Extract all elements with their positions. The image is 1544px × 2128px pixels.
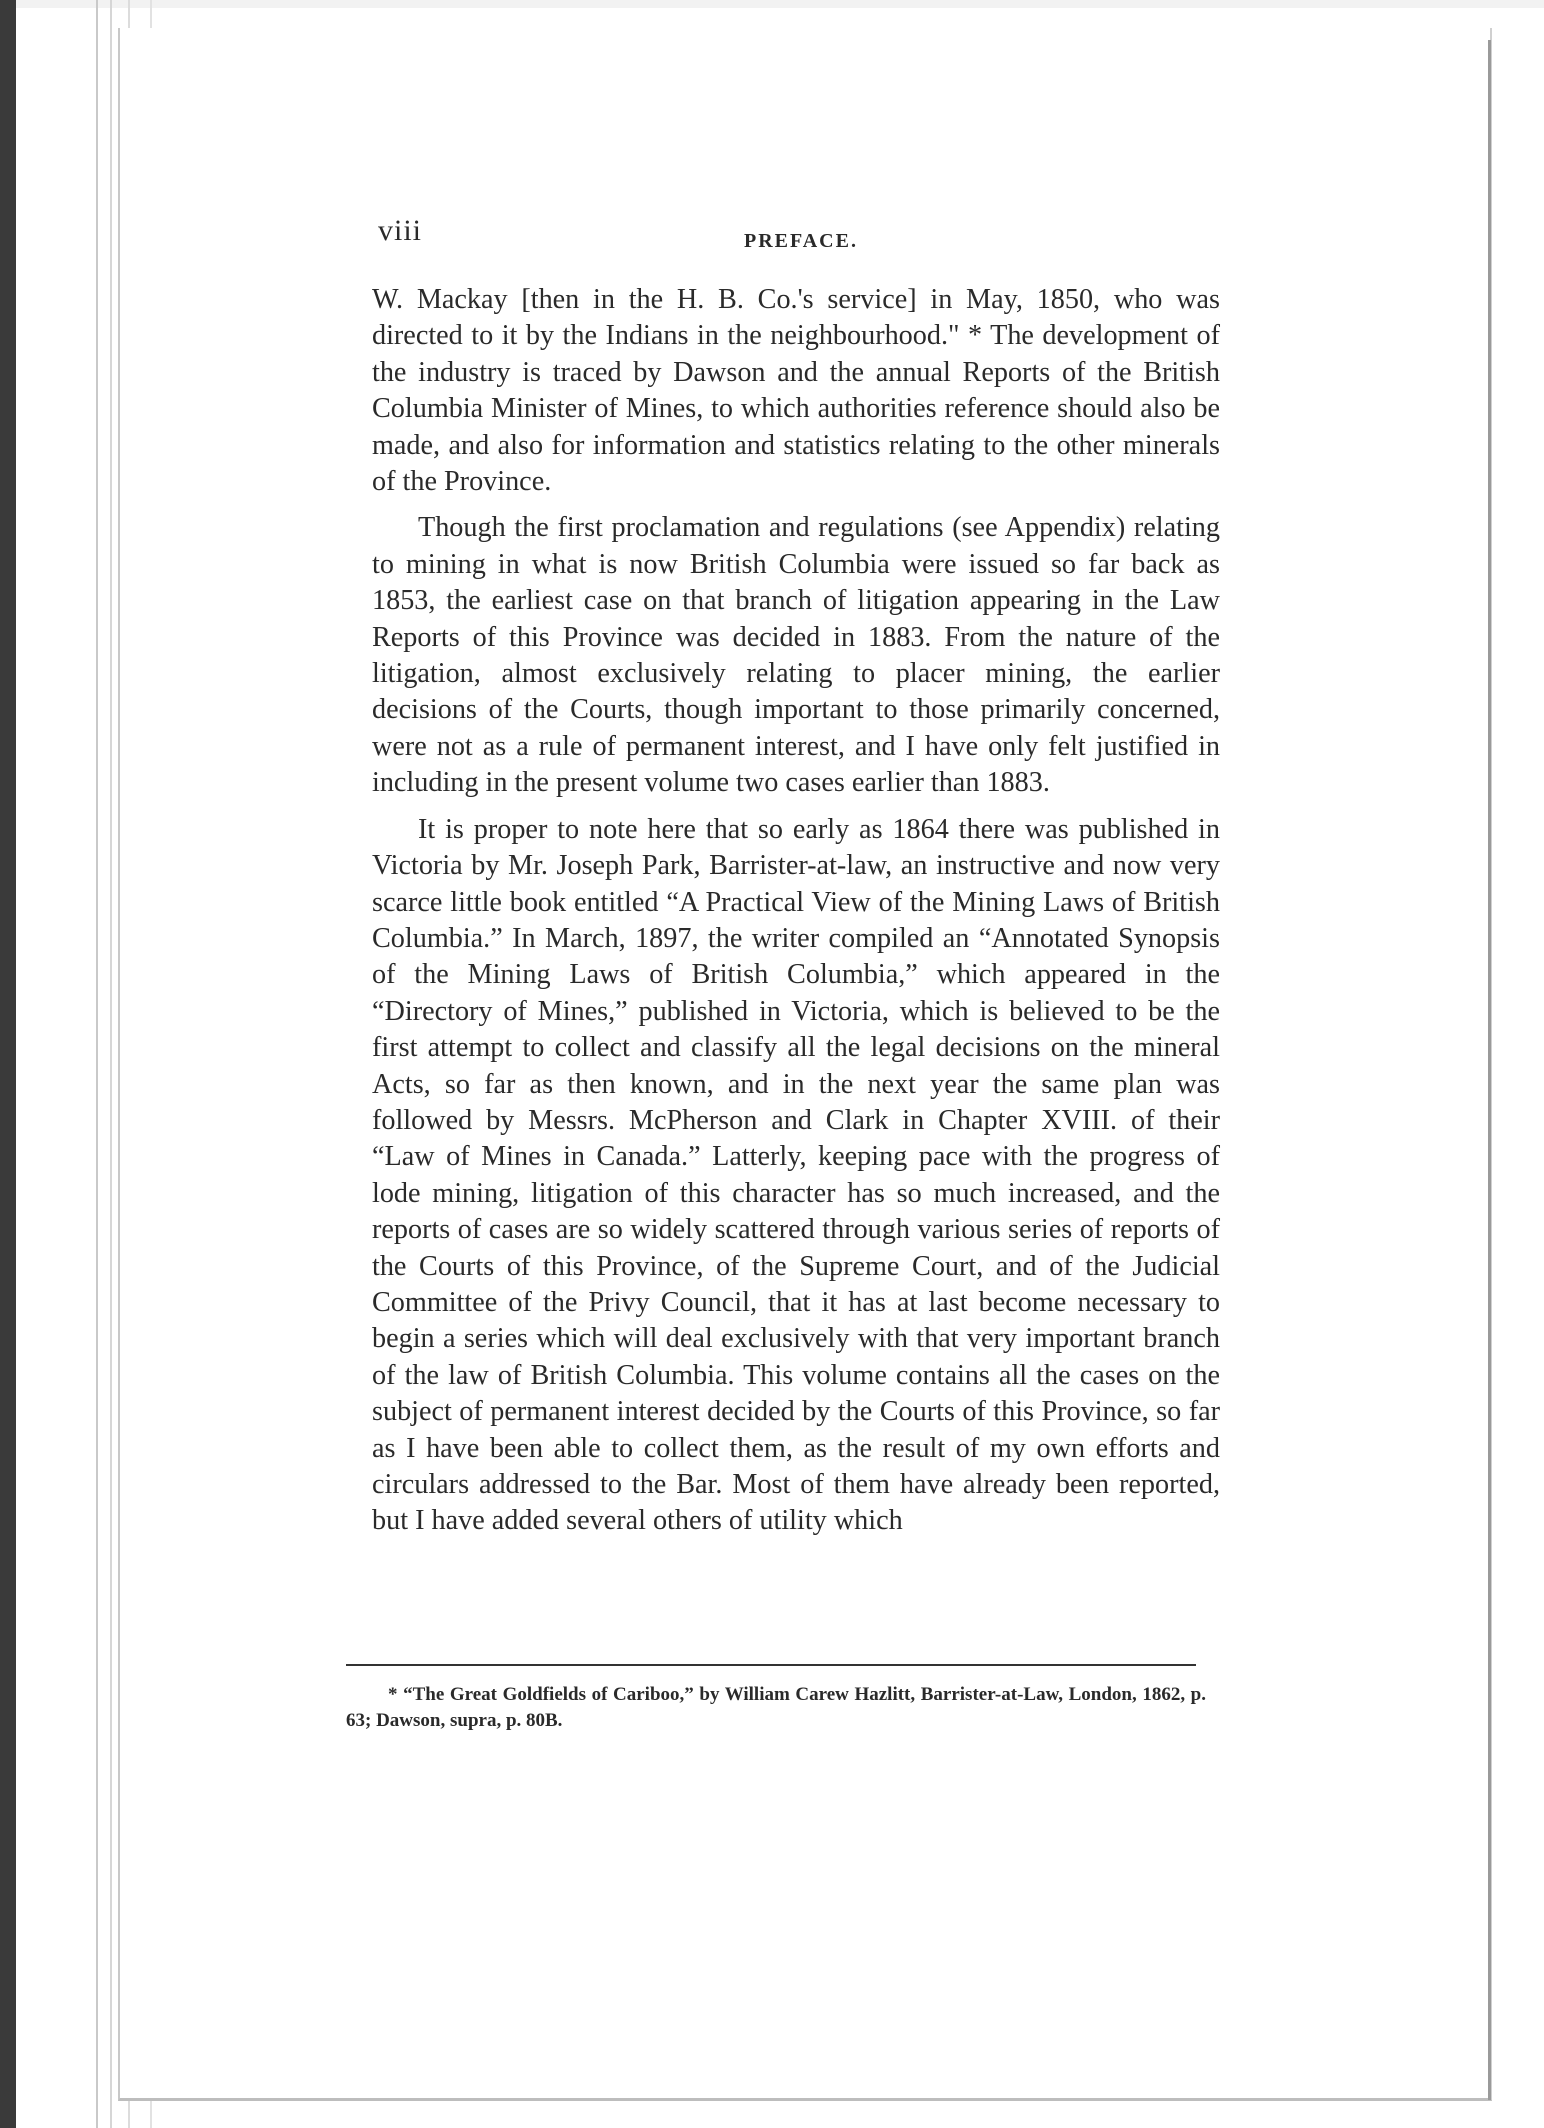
scan-top-edge <box>0 0 1544 8</box>
footnote-divider <box>346 1664 1196 1666</box>
paragraph: Though the first proclamation and regulations (see Appendix) relating to mining in what is now British Columbia were issued so far back as 1853, the earliest case on that branch of litigation appearing in the Law Reports of this Province was decided in 1883. From the nature of the litigation, almost exclusively relating to placer mining, the earlier decisions of the Courts, though important to those primarily concerned, were not as a rule of permanent interest, and I have only felt justified in including in the present volume two cases earlier than 1883. <box>372 512 1220 799</box>
running-head <box>378 214 1218 254</box>
paragraph: It is proper to note here that so early as 1864 there was published in Victoria by Mr. Joseph Park, Barrister-at-law, an instructive and now very scarce little book entitled “A Practical View of the Mining Laws of British Columbia.” In March, 1897, the writer compiled an “Annotated Synopsis of the Mining Laws of British Columbia,” which appeared in the “Directory of Mines,” published in Victoria, which is believed to be the first attempt to collect and classify all the legal decisions on the mineral Acts, so far as then known, and in the next year the same plan was followed by Messrs. McPherson and Clark in Chapter XVIII. of their “Law of Mines in Canada.” Latterly, keeping pace with the progress of lode mining, litigation of this character has so much increased, and the reports of cases are so widely scattered through various series of reports of the Courts of this Province, of the Supreme Court, and of the Judicial Committee of the Privy Council, that it has at last become necessary to begin a series which will deal exclusively with that very important branch of the law of British Columbia. This volume contains all the cases on the subject of permanent interest decided by the Courts of this Province, so far as I have been able to collect them, as the result of my own efforts and circulars addressed to the Bar. Most of them have already been reported, but I have added several others of utility which <box>372 813 1220 1537</box>
running-title: PREFACE. <box>744 230 858 252</box>
footnote-text: * “The Great Goldfields of Cariboo,” by William Carew Hazlitt, Barrister-at-Law, London, 1862, p. 63; Dawson, supra, p. 80B. <box>346 1684 1206 1731</box>
scan-left-edge <box>0 0 16 2128</box>
paragraph: W. Mackay [then in the H. B. Co.'s service] in May, 1850, who was directed to it by the Indians in the neighbourhood." * The development of the industry is traced by Dawson and the annual Reports of the British Columbia Minister of Mines, to which authorities reference should also be made, and also for information and statistics relating to the other minerals of the Province. <box>372 284 1220 498</box>
page-number: viii <box>378 214 423 247</box>
footnote <box>346 1682 1206 1734</box>
scan-right-edge <box>1488 40 1491 2100</box>
body-text <box>372 282 1220 1540</box>
